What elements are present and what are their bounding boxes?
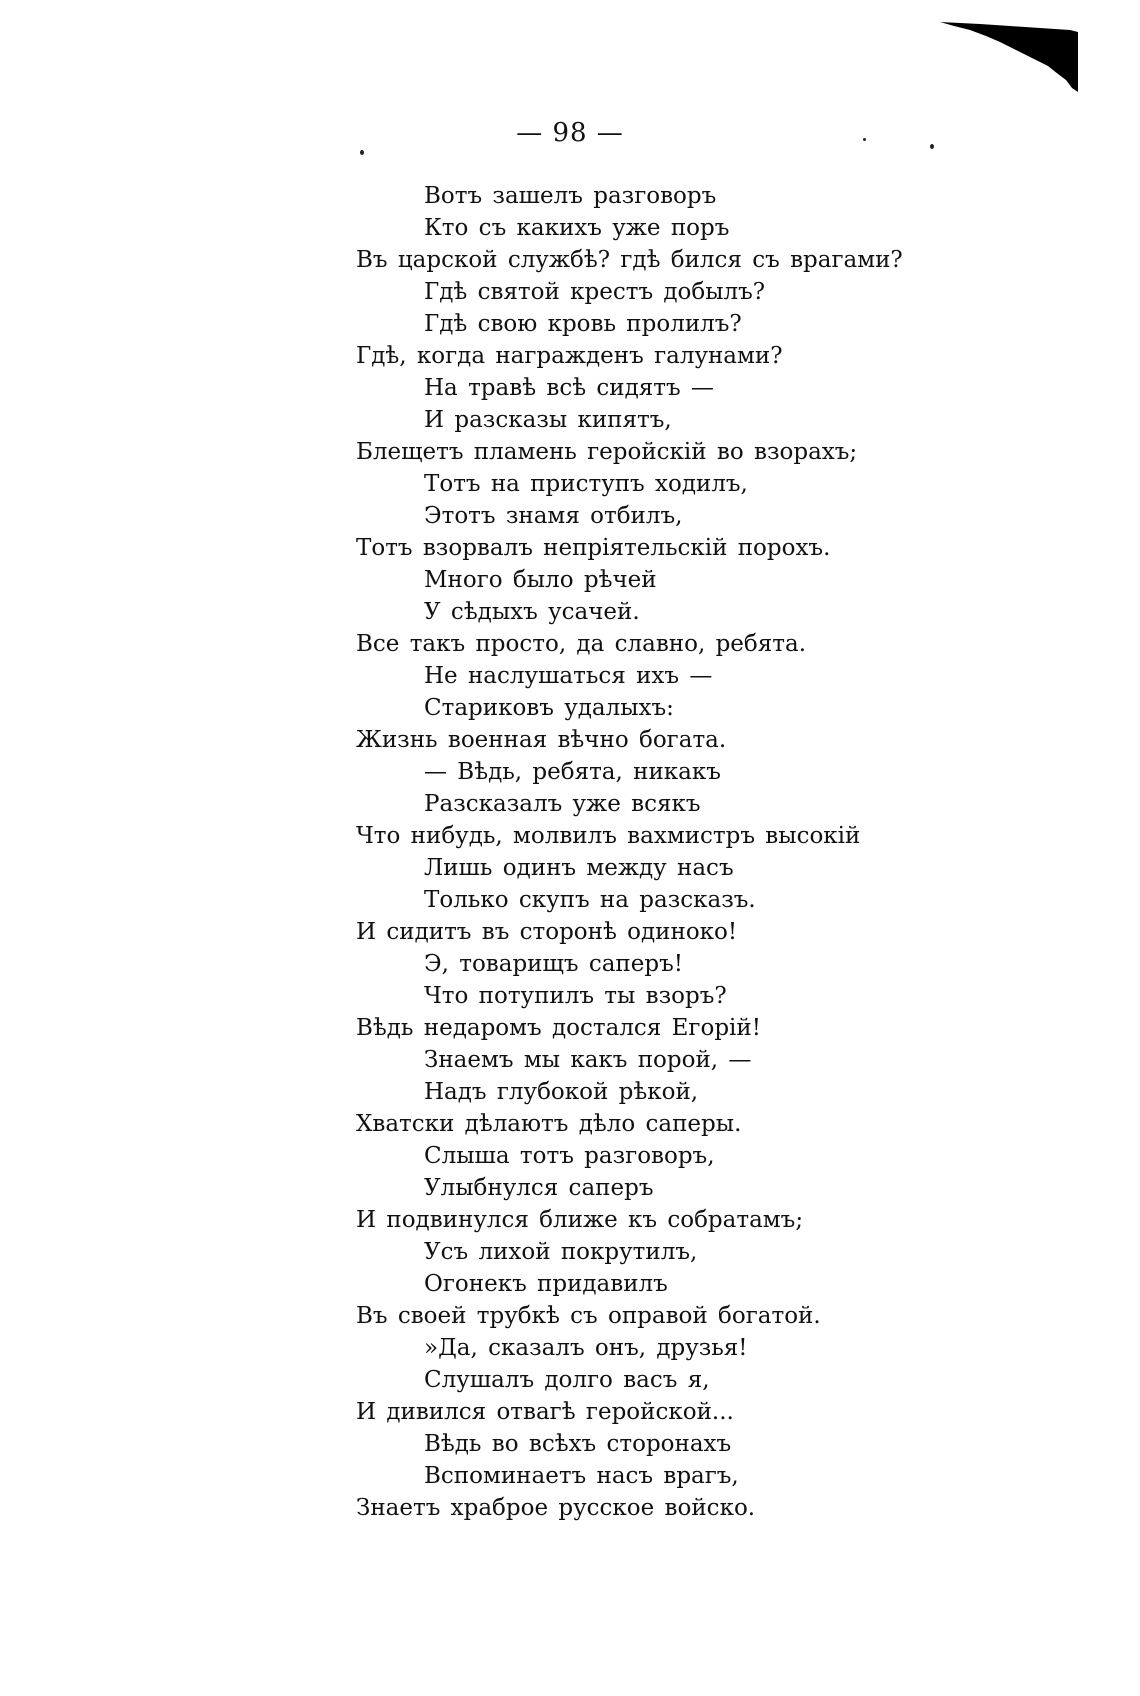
- poem-line: Гдѣ свою кровь пролилъ?: [424, 311, 742, 337]
- poem-line: И дивился отвагѣ геройской...: [356, 1399, 734, 1425]
- page-number: — 98 —: [516, 118, 624, 148]
- poem-line: Гдѣ святой крестъ добылъ?: [424, 279, 766, 305]
- poem-line: Знаетъ храброе русское войско.: [356, 1495, 756, 1521]
- poem-line: Лишь одинъ между насъ: [424, 855, 734, 881]
- poem-line: Хватски дѣлаютъ дѣло саперы.: [356, 1111, 742, 1137]
- poem-line: Гдѣ, когда награжденъ галунами?: [356, 343, 783, 369]
- poem-line: »Да, сказалъ онъ, друзья!: [424, 1335, 748, 1361]
- poem-line: И подвинулся ближе къ собратамъ;: [356, 1207, 804, 1233]
- poem-line: Вѣдь во всѣхъ сторонахъ: [424, 1431, 732, 1457]
- poem-line: И сидитъ въ сторонѣ одиноко!: [356, 919, 738, 945]
- poem-line: Что нибудь, молвилъ вахмистръ высокій: [356, 823, 861, 849]
- poem-line: У сѣдыхъ усачей.: [424, 599, 640, 625]
- poem-line: Блещетъ пламень геройскій во взорахъ;: [356, 439, 858, 465]
- poem-line: Стариковъ удалыхъ:: [424, 695, 674, 721]
- poem-line: Огонекъ придавилъ: [424, 1271, 668, 1297]
- poem-line: Вспоминаетъ насъ врагъ,: [424, 1463, 739, 1489]
- poem-line: Что потупилъ ты взоръ?: [424, 983, 727, 1009]
- poem-line: Усъ лихой покрутилъ,: [424, 1239, 698, 1265]
- poem-line: Надъ глубокой рѣкой,: [424, 1079, 699, 1105]
- poem-line: Знаемъ мы какъ порой, —: [424, 1047, 752, 1073]
- poem-line: Много было рѣчей: [424, 567, 657, 593]
- poem-line: На травѣ всѣ сидятъ —: [424, 375, 714, 401]
- print-speck: [930, 144, 934, 149]
- poem-line: Тотъ взорвалъ непріятельскій порохъ.: [356, 535, 831, 561]
- poem: [356, 180, 1056, 1524]
- poem-line: Э, товарищъ саперъ!: [424, 951, 683, 977]
- poem-line: Вѣдь недаромъ достался Егорій!: [356, 1015, 761, 1041]
- print-speck: [360, 150, 364, 155]
- poem-line: Жизнь военная вѣчно богата.: [356, 727, 727, 753]
- poem-line: Въ своей трубкѣ съ оправой богатой.: [356, 1303, 821, 1329]
- poem-line: Вотъ зашелъ разговоръ: [424, 183, 717, 209]
- poem-line: Въ царской службѣ? гдѣ бился съ врагами?: [356, 247, 903, 273]
- poem-line: Улыбнулся саперъ: [424, 1175, 654, 1201]
- poem-line: Кто съ какихъ уже поръ: [424, 215, 730, 241]
- torn-corner-mark: [940, 20, 1080, 100]
- poem-line: — Вѣдь, ребята, никакъ: [424, 759, 721, 785]
- poem-line: И разсказы кипятъ,: [424, 407, 672, 433]
- poem-line: Тотъ на приступъ ходилъ,: [424, 471, 748, 497]
- print-speck: [863, 138, 866, 141]
- poem-line: Не наслушаться ихъ —: [424, 663, 713, 689]
- poem-line: Все такъ просто, да славно, ребята.: [356, 631, 807, 657]
- poem-line: Разсказалъ уже всякъ: [424, 791, 701, 817]
- poem-line: Только скупъ на разсказъ.: [424, 887, 756, 913]
- poem-line: Слушалъ долго васъ я,: [424, 1367, 710, 1393]
- poem-line: Этотъ знамя отбилъ,: [424, 503, 683, 529]
- poem-line: Слыша тотъ разговоръ,: [424, 1143, 715, 1169]
